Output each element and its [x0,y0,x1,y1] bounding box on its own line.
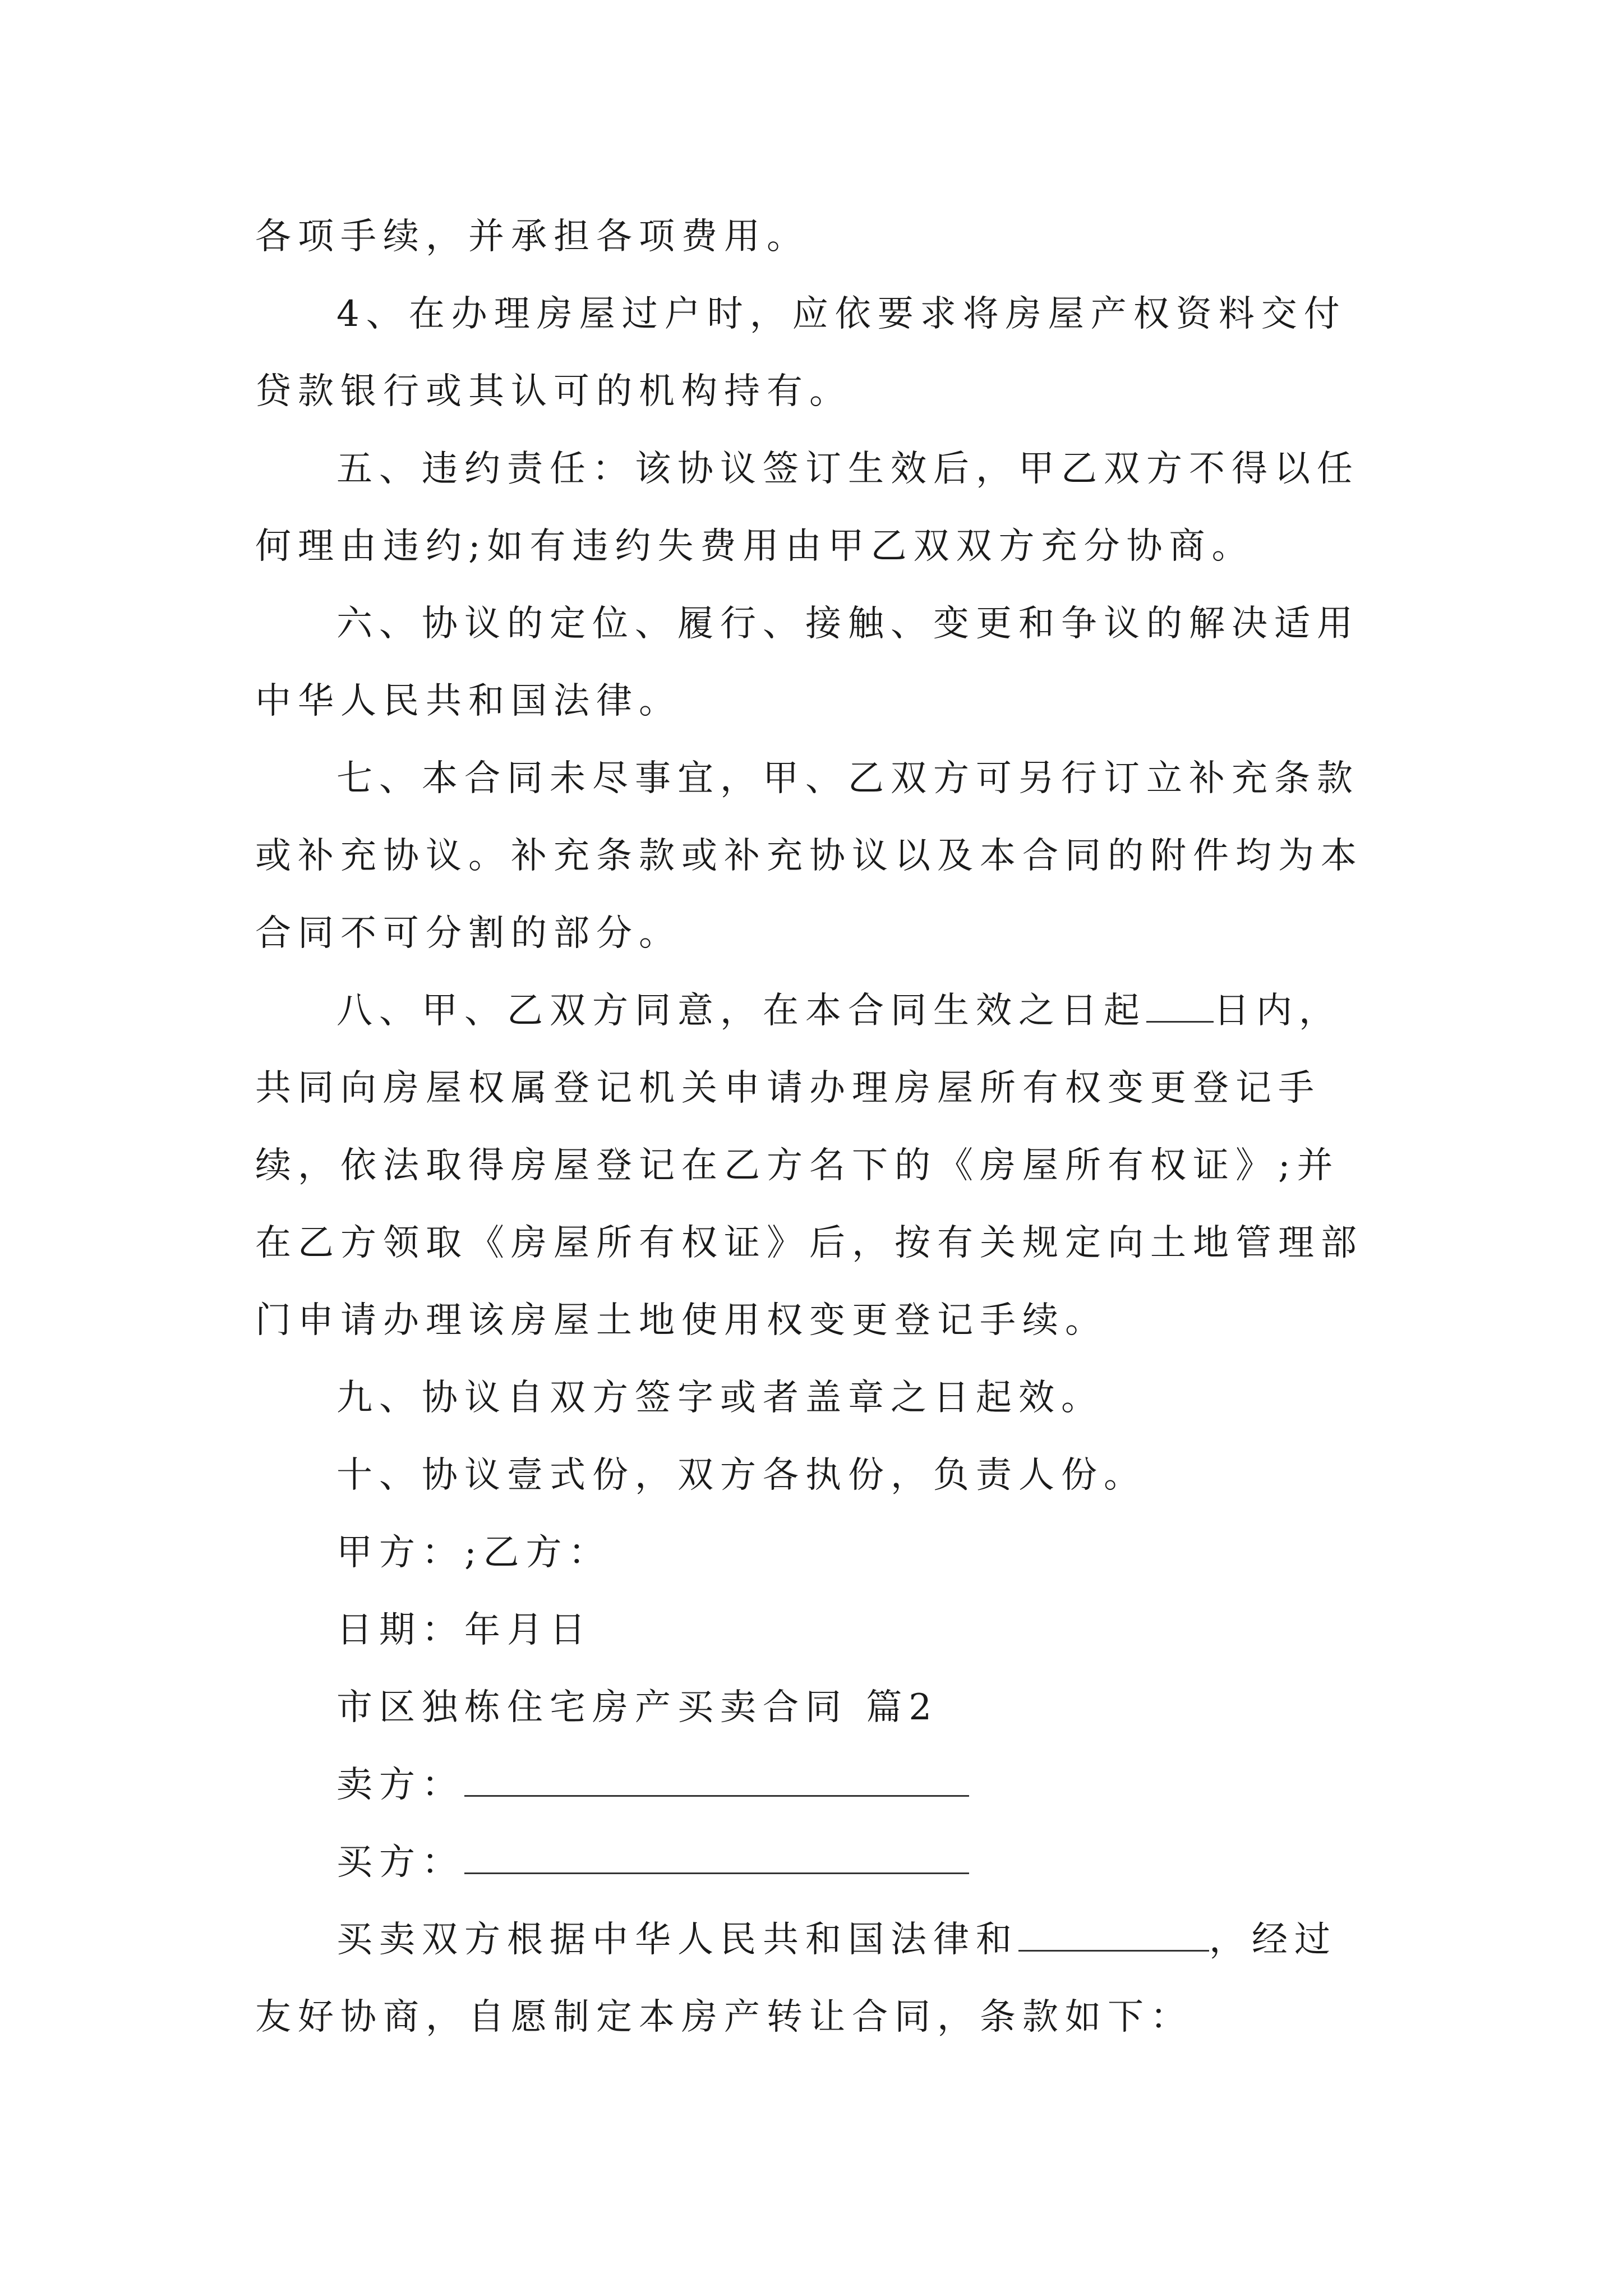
date-line: 日期：年月日 [336,1609,592,1651]
paragraph-line: 七、本合同未尽事宜，甲、乙双方可另行订立补充条款 [336,758,1359,799]
paragraph-line: 在乙方领取《房屋所有权证》后，按有关规定向土地管理部 [255,1222,1363,1264]
paragraph-line [336,1917,1337,1962]
paragraph-line: 门申请办理该房屋土地使用权变更登记手续。 [255,1300,1108,1341]
paragraph-text: 八、甲、乙双方同意，在本合同生效之日起 [336,990,1146,1032]
paragraph-line: 或补充协议。补充条款或补充协议以及本合同的附件均为本 [255,835,1363,877]
paragraph-line: 九、协议自双方签字或者盖章之日起效。 [336,1377,1104,1419]
fill-in-blank[interactable] [1018,1917,1209,1952]
paragraph-line: 五、违约责任：该协议签订生效后，甲乙双方不得以任 [336,448,1359,490]
paragraph-line: 4、在办理房屋过户时，应依要求将房屋产权资料交付 [336,293,1347,335]
paragraph-line: 友好协商，自愿制定本房产转让合同，条款如下： [255,1996,1193,2038]
seller-blank[interactable] [464,1763,969,1797]
paragraph-text: ，经过 [1209,1919,1337,1961]
buyer-line [336,1840,969,1885]
paragraph-line: 合同不可分割的部分。 [255,913,681,954]
section-title: 市区独栋住宅房产买卖合同 篇2 [336,1687,939,1728]
paragraph-line: 共同向房屋权属登记机关申请办理房屋所有权变更登记手 [255,1068,1321,1109]
paragraph-line: 何理由违约;如有违约失费用由甲乙双双方充分协商。 [255,526,1255,567]
paragraph-line: 各项手续，并承担各项费用。 [255,216,809,257]
fill-in-blank[interactable] [1146,988,1214,1023]
buyer-label: 买方： [336,1842,464,1883]
parties-line: 甲方：;乙方： [336,1532,611,1573]
paragraph-text: 日内， [1214,990,1341,1032]
paragraph-text: 买卖双方根据中华人民共和国法律和 [336,1919,1018,1961]
paragraph-line: 贷款银行或其认可的机构持有。 [255,371,852,412]
buyer-blank[interactable] [464,1840,969,1874]
paragraph-line: 六、协议的定位、履行、接触、变更和争议的解决适用 [336,603,1359,645]
paragraph-line: 中华人民共和国法律。 [255,680,681,722]
paragraph-line: 十、协议壹式份，双方各执份，负责人份。 [336,1455,1146,1496]
seller-label: 卖方： [336,1764,464,1806]
paragraph-line [336,988,1341,1033]
seller-line [336,1763,969,1807]
paragraph-line: 续，依法取得房屋登记在乙方名下的《房屋所有权证》;并 [255,1145,1340,1186]
